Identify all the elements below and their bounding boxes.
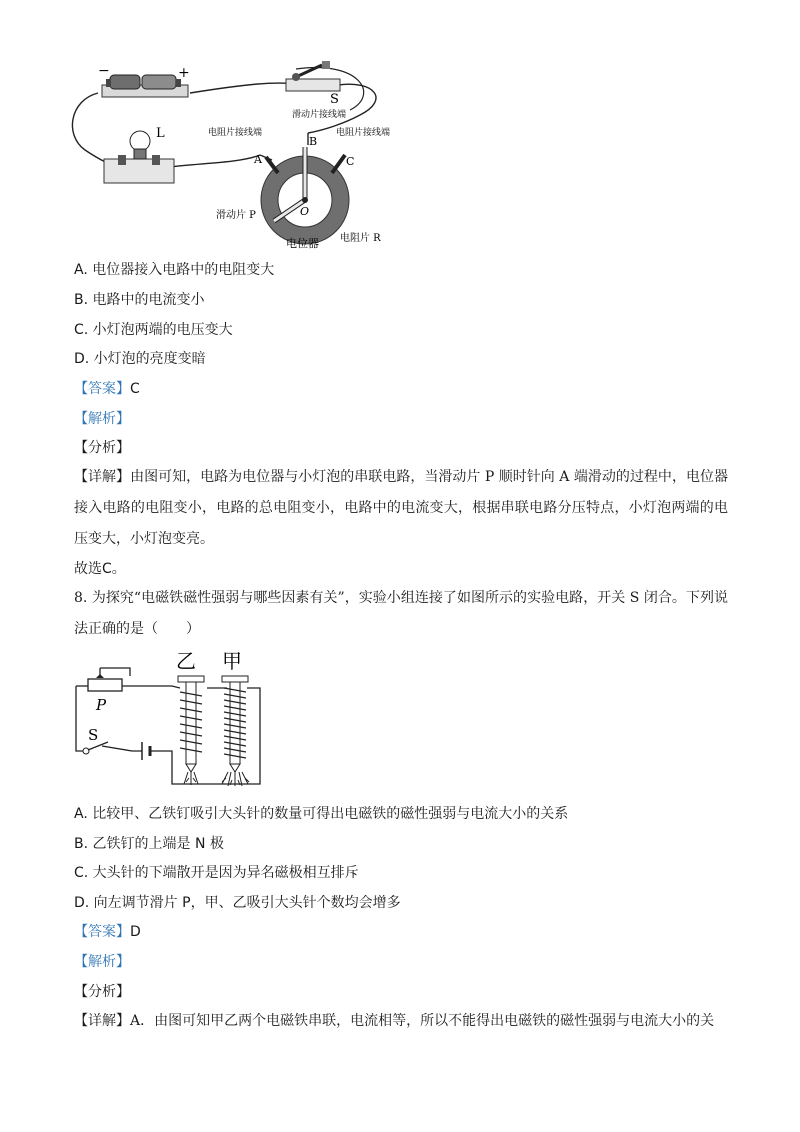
q8-detail-tag: 【详解】: [74, 1013, 130, 1029]
slider-p-label: 滑动片 P: [216, 210, 256, 221]
electromagnet-circuit-figure: [62, 646, 272, 796]
q8-detail-line: [74, 1011, 734, 1031]
resistor-r-label: 电阻片 R: [340, 233, 381, 244]
q7-detail-paragraph: [74, 462, 728, 555]
nail-yi-label: 乙: [176, 649, 196, 673]
q7-answer: C: [130, 381, 140, 397]
q8-fenxi-tag: 【分析】: [74, 984, 130, 1000]
q8-detail-text: A．由图可知甲乙两个电磁铁串联，电流相等，所以不能得出电磁铁的磁性强弱与电流大小的关: [130, 1013, 715, 1029]
q8-answer-tag: 【答案】: [74, 924, 130, 940]
resistor-terminal-right-label: 电阻片接线端: [336, 128, 391, 138]
q7-option-b: B. 电路中的电流变小: [74, 292, 205, 308]
q7-option-a: A. 电位器接入电路中的电阻变大: [74, 262, 275, 278]
q8-answer: D: [130, 924, 141, 940]
lamp-label: L: [156, 126, 165, 141]
battery-plus-label: +: [178, 65, 190, 81]
switch-s-label: S: [88, 726, 99, 744]
pivot-o-label: O: [300, 205, 310, 218]
terminal-c-label: C: [346, 155, 355, 168]
q8-option-c: C. 大头针的下端散开是因为异名磁极相互排斥: [74, 865, 359, 881]
q7-answer-tag: 【答案】: [74, 381, 130, 397]
q8-stem: 8. 为探究“电磁铁磁性强弱与哪些因素有关”，实验小组连接了如图所示的实验电路，开关 S 闭合。下列说法正确的是（ ）: [74, 590, 728, 637]
q7-answer-line: [74, 379, 140, 399]
q7-fenxi-tag: 【分析】: [74, 440, 130, 456]
q8-option-a: A. 比较甲、乙铁钉吸引大头针的数量可得出电磁铁的磁性强弱与电流大小的关系: [74, 806, 569, 822]
resistor-terminal-left-label: 电阻片接线端: [208, 128, 263, 138]
q7-conclusion: 故选C。: [74, 561, 126, 577]
q7-option-d: D. 小灯泡的亮度变暗: [74, 351, 206, 367]
slider-p-label: P: [96, 696, 107, 714]
q7-detail-tag: 【详解】: [74, 469, 131, 485]
q8-analysis-tag: 【解析】: [74, 954, 130, 970]
slider-terminal-label: 滑动片接线端: [292, 110, 347, 120]
switch-label: S: [330, 92, 339, 107]
q7-option-c: C. 小灯泡两端的电压变大: [74, 322, 233, 338]
potentiometer-circuit-figure: [60, 55, 420, 255]
q8-answer-line: [74, 922, 141, 942]
q7-analysis-tag: 【解析】: [74, 411, 130, 427]
q8-option-b: B. 乙铁钉的上端是 N 极: [74, 836, 224, 852]
nail-jia-label: 甲: [222, 649, 242, 673]
battery-minus-label: −: [98, 63, 110, 79]
terminal-a-label: A: [254, 153, 262, 166]
potentiometer-label: 电位器: [286, 237, 319, 250]
q8-option-d: D. 向左调节滑片 P，甲、乙吸引大头针个数均会增多: [74, 895, 401, 911]
q7-detail-text: 由图可知，电路为电位器与小灯泡的串联电路，当滑动片 P 顺时针向 A 端滑动的过程中，电位器接入电路的电阻变小，电路的总电阻变小，电路中的电流变大，根据串联电路分压特点，小灯泡两端的电压变大，小灯泡变亮。: [74, 469, 728, 547]
terminal-b-label: B: [309, 135, 318, 148]
